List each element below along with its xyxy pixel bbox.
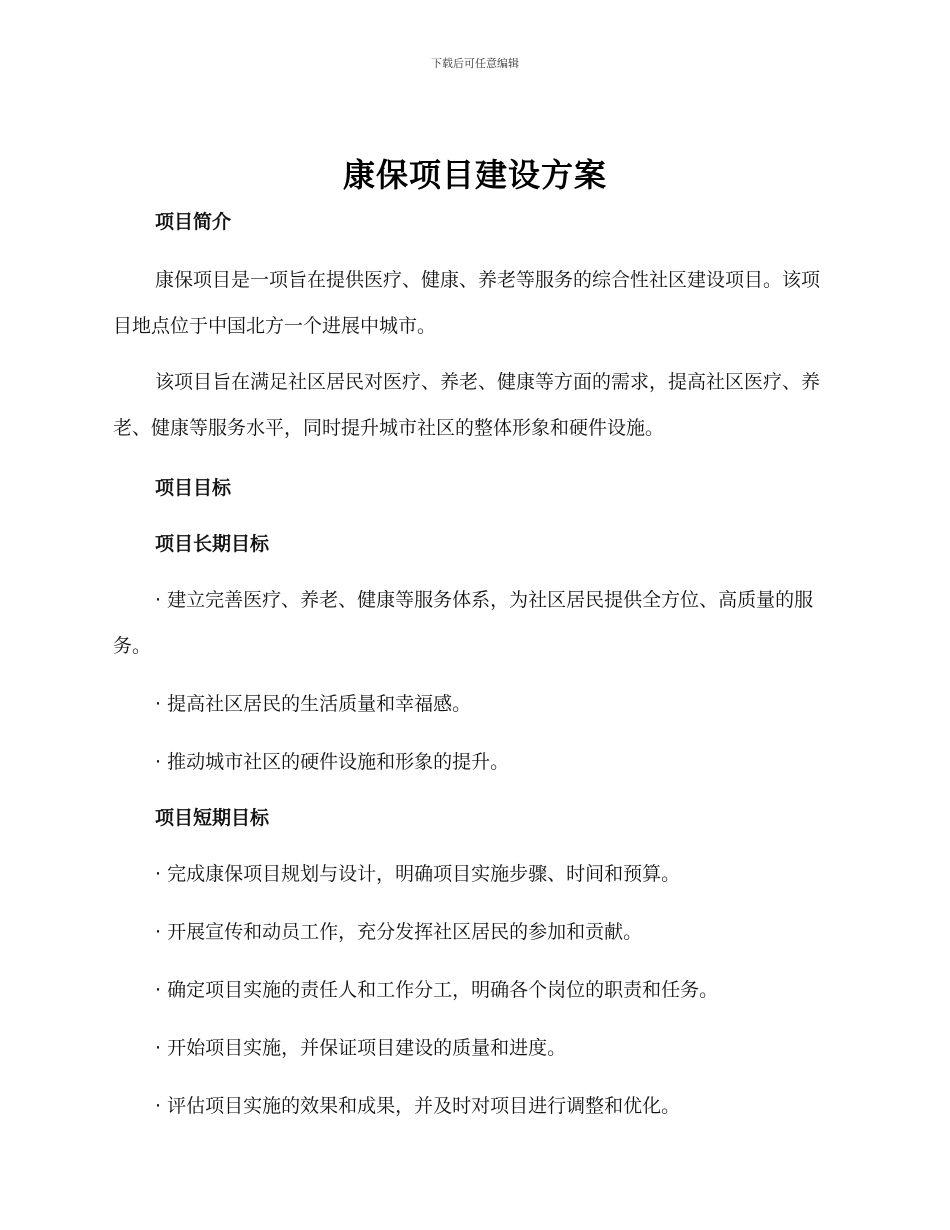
long-term-item: · 推动城市社区的硬件设施和形象的提升。 (155, 751, 510, 773)
short-term-item: · 评估项目实施的效果和成果，并及时对项目进行调整和优化。 (155, 1095, 681, 1117)
long-term-item: · 提高社区居民的生活质量和幸福感。 (155, 693, 472, 715)
goals-heading: 项目目标 (155, 477, 232, 499)
header-note: 下载后可任意编辑 (431, 57, 519, 70)
short-term-heading: 项目短期目标 (155, 807, 270, 829)
short-term-item: · 完成康保项目规划与设计，明确项目实施步骤、时间和预算。 (155, 863, 681, 885)
document-title: 康保项目建设方案 (342, 156, 607, 194)
long-term-item: · 建立完善医疗、养老、健康等服务体系，为社区居民提供全方位、高质量的服务。 (113, 589, 814, 657)
document-body (113, 205, 833, 1129)
intro-heading: 项目简介 (155, 211, 232, 233)
intro-paragraph-2: 该项目旨在满足社区居民对医疗、养老、健康等方面的需求，提高社区医疗、养老、健康等服务水平，同时提升城市社区的整体形象和硬件设施。 (113, 371, 821, 439)
short-term-item: · 确定项目实施的责任人和工作分工，明确各个岗位的职责和任务。 (155, 979, 719, 1001)
short-term-item: · 开展宣传和动员工作，充分发挥社区居民的参加和贡献。 (155, 921, 643, 943)
long-term-heading: 项目长期目标 (155, 533, 270, 555)
intro-paragraph-1: 康保项目是一项旨在提供医疗、健康、养老等服务的综合性社区建设项目。该项目地点位于中国北方一个进展中城市。 (113, 269, 821, 337)
short-term-item: · 开始项目实施，并保证项目建设的质量和进度。 (155, 1037, 567, 1059)
